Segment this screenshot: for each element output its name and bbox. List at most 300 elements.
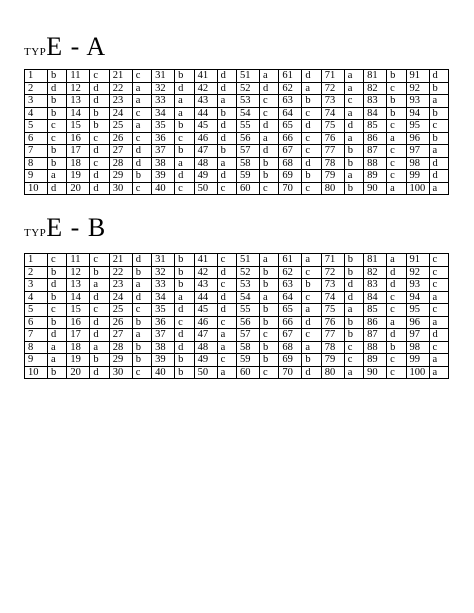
answer-cell: d [175, 82, 194, 95]
answer-cell: d [90, 95, 109, 108]
question-number-cell: 94 [406, 107, 429, 120]
question-number-cell: 91 [406, 70, 429, 83]
answer-cell: c [48, 254, 67, 267]
question-number-cell: 32 [152, 266, 175, 279]
answer-cell: b [259, 279, 278, 292]
question-number-cell: 70 [279, 182, 302, 195]
question-number-cell: 85 [364, 304, 387, 317]
question-number-cell: 3 [25, 279, 48, 292]
answer-cell: a [217, 95, 236, 108]
question-number-cell: 4 [25, 291, 48, 304]
answer-cell: b [302, 95, 321, 108]
question-number-cell: 40 [152, 182, 175, 195]
answer-cell: a [429, 354, 448, 367]
answer-cell: d [429, 170, 448, 183]
answer-cell: d [90, 82, 109, 95]
question-number-cell: 65 [279, 304, 302, 317]
question-number-cell: 1 [25, 70, 48, 83]
answer-cell: a [344, 132, 363, 145]
question-number-cell: 34 [152, 291, 175, 304]
question-number-cell: 91 [406, 254, 429, 267]
answer-cell: b [175, 366, 194, 379]
answer-cell: c [429, 304, 448, 317]
question-number-cell: 20 [67, 182, 90, 195]
answer-cell: b [48, 145, 67, 158]
question-number-cell: 16 [67, 316, 90, 329]
question-number-cell: 13 [67, 95, 90, 108]
question-number-cell: 74 [321, 107, 344, 120]
table-row [25, 95, 449, 108]
question-number-cell: 27 [109, 329, 132, 342]
answer-cell: b [344, 182, 363, 195]
answer-cell: b [48, 95, 67, 108]
question-number-cell: 87 [364, 145, 387, 158]
question-number-cell: 75 [321, 120, 344, 133]
question-number-cell: 95 [406, 304, 429, 317]
question-number-cell: 27 [109, 145, 132, 158]
question-number-cell: 14 [67, 291, 90, 304]
answer-cell: c [429, 254, 448, 267]
question-number-cell: 89 [364, 170, 387, 183]
question-number-cell: 80 [321, 366, 344, 379]
question-number-cell: 90 [364, 182, 387, 195]
answer-cell: b [344, 254, 363, 267]
answer-cell: d [302, 157, 321, 170]
type-b-heading [24, 215, 106, 241]
table-row [25, 279, 449, 292]
answer-cell: c [132, 366, 151, 379]
question-number-cell: 86 [364, 132, 387, 145]
question-number-cell: 23 [109, 279, 132, 292]
question-number-cell: 64 [279, 107, 302, 120]
type-a-heading-main: E - A [46, 32, 107, 61]
question-number-cell: 76 [321, 316, 344, 329]
answer-cell: b [344, 157, 363, 170]
question-number-cell: 24 [109, 107, 132, 120]
answer-cell: a [344, 304, 363, 317]
question-number-cell: 2 [25, 266, 48, 279]
type-b-heading-main: E - B [46, 213, 107, 242]
question-number-cell: 34 [152, 107, 175, 120]
question-number-cell: 64 [279, 291, 302, 304]
answer-cell: a [132, 95, 151, 108]
answer-cell: b [302, 354, 321, 367]
answer-cell: a [259, 254, 278, 267]
answer-cell: d [259, 82, 278, 95]
answer-cell: c [132, 70, 151, 83]
answer-cell: c [90, 132, 109, 145]
answer-cell: c [344, 95, 363, 108]
question-number-cell: 17 [67, 329, 90, 342]
answer-cell: d [429, 329, 448, 342]
answer-cell: c [429, 120, 448, 133]
question-number-cell: 4 [25, 107, 48, 120]
question-number-cell: 98 [406, 341, 429, 354]
answer-cell: a [387, 182, 406, 195]
question-number-cell: 57 [236, 145, 259, 158]
answer-cell: b [302, 279, 321, 292]
question-number-cell: 55 [236, 120, 259, 133]
question-number-cell: 99 [406, 170, 429, 183]
question-number-cell: 8 [25, 341, 48, 354]
answer-cell: b [259, 266, 278, 279]
answer-cell: c [387, 304, 406, 317]
question-number-cell: 88 [364, 157, 387, 170]
question-number-cell: 61 [279, 70, 302, 83]
answer-cell: b [48, 366, 67, 379]
answer-cell: c [387, 82, 406, 95]
question-number-cell: 51 [236, 254, 259, 267]
answer-cell: c [217, 354, 236, 367]
answer-cell: b [175, 354, 194, 367]
question-number-cell: 44 [194, 291, 217, 304]
question-number-cell: 21 [109, 254, 132, 267]
question-number-cell: 69 [279, 354, 302, 367]
answer-cell: d [344, 291, 363, 304]
question-number-cell: 43 [194, 95, 217, 108]
question-number-cell: 65 [279, 120, 302, 133]
question-number-cell: 87 [364, 329, 387, 342]
table-row [25, 132, 449, 145]
question-number-cell: 7 [25, 145, 48, 158]
question-number-cell: 59 [236, 170, 259, 183]
question-number-cell: 56 [236, 316, 259, 329]
answer-cell: a [302, 341, 321, 354]
question-number-cell: 82 [364, 266, 387, 279]
answer-cell: a [48, 170, 67, 183]
answer-cell: c [48, 120, 67, 133]
question-number-cell: 47 [194, 329, 217, 342]
answer-cell: d [387, 279, 406, 292]
question-number-cell: 96 [406, 132, 429, 145]
answer-cell: a [344, 82, 363, 95]
answer-cell: d [217, 266, 236, 279]
question-number-cell: 11 [67, 70, 90, 83]
answer-cell: d [90, 329, 109, 342]
question-number-cell: 93 [406, 95, 429, 108]
question-number-cell: 59 [236, 354, 259, 367]
answer-cell: b [175, 279, 194, 292]
answer-cell: c [175, 182, 194, 195]
answer-cell: a [259, 70, 278, 83]
question-number-cell: 29 [109, 354, 132, 367]
answer-cell: a [387, 254, 406, 267]
question-number-cell: 57 [236, 329, 259, 342]
question-number-cell: 97 [406, 329, 429, 342]
question-number-cell: 90 [364, 366, 387, 379]
answer-cell: a [302, 304, 321, 317]
question-number-cell: 100 [406, 366, 429, 379]
table-row [25, 329, 449, 342]
answer-cell: a [344, 107, 363, 120]
question-number-cell: 67 [279, 329, 302, 342]
answer-cell: d [344, 120, 363, 133]
question-number-cell: 35 [152, 304, 175, 317]
answer-cell: d [175, 170, 194, 183]
answer-cell: b [259, 157, 278, 170]
question-number-cell: 40 [152, 366, 175, 379]
answer-cell: b [132, 316, 151, 329]
answer-cell: b [344, 266, 363, 279]
question-number-cell: 70 [279, 366, 302, 379]
answer-cell: d [132, 254, 151, 267]
question-number-cell: 66 [279, 316, 302, 329]
answer-cell: c [217, 316, 236, 329]
question-number-cell: 62 [279, 266, 302, 279]
answer-cell: d [429, 157, 448, 170]
question-number-cell: 22 [109, 82, 132, 95]
question-number-cell: 9 [25, 354, 48, 367]
answer-cell: d [90, 291, 109, 304]
answer-cell: c [302, 132, 321, 145]
answer-cell: c [48, 304, 67, 317]
question-number-cell: 41 [194, 70, 217, 83]
answer-cell: d [387, 329, 406, 342]
question-number-cell: 18 [67, 341, 90, 354]
answer-cell: c [302, 266, 321, 279]
question-number-cell: 36 [152, 132, 175, 145]
answer-cell: b [48, 266, 67, 279]
answer-cell: b [217, 107, 236, 120]
question-number-cell: 46 [194, 132, 217, 145]
answer-cell: c [429, 279, 448, 292]
answer-cell: c [387, 291, 406, 304]
answer-cell: c [132, 304, 151, 317]
question-number-cell: 16 [67, 132, 90, 145]
answer-cell: c [387, 170, 406, 183]
answer-cell: a [429, 366, 448, 379]
question-number-cell: 93 [406, 279, 429, 292]
question-number-cell: 84 [364, 291, 387, 304]
answer-cell: d [90, 182, 109, 195]
answer-cell: d [302, 120, 321, 133]
answer-cell: c [259, 95, 278, 108]
answer-cell: c [217, 182, 236, 195]
answer-cell: b [217, 145, 236, 158]
question-number-cell: 83 [364, 279, 387, 292]
question-number-cell: 9 [25, 170, 48, 183]
question-number-cell: 77 [321, 329, 344, 342]
answer-cell: c [175, 316, 194, 329]
question-number-cell: 58 [236, 341, 259, 354]
answer-cell: b [259, 354, 278, 367]
table-row [25, 316, 449, 329]
question-number-cell: 38 [152, 341, 175, 354]
answer-cell: d [217, 82, 236, 95]
question-number-cell: 41 [194, 254, 217, 267]
question-number-cell: 96 [406, 316, 429, 329]
answer-cell: a [217, 366, 236, 379]
answer-cell: c [387, 145, 406, 158]
question-number-cell: 61 [279, 254, 302, 267]
answer-cell: d [90, 316, 109, 329]
table-row [25, 170, 449, 183]
question-number-cell: 50 [194, 182, 217, 195]
question-number-cell: 39 [152, 354, 175, 367]
answer-cell: b [387, 107, 406, 120]
answer-cell: d [48, 82, 67, 95]
answer-cell: a [429, 291, 448, 304]
answer-cell: b [48, 291, 67, 304]
question-number-cell: 100 [406, 182, 429, 195]
answer-cell: c [90, 157, 109, 170]
answer-cell: b [90, 354, 109, 367]
question-number-cell: 63 [279, 279, 302, 292]
question-number-cell: 54 [236, 291, 259, 304]
answer-cell: d [259, 120, 278, 133]
question-number-cell: 33 [152, 95, 175, 108]
answer-cell: c [217, 279, 236, 292]
question-number-cell: 15 [67, 120, 90, 133]
answer-cell: c [344, 354, 363, 367]
question-number-cell: 48 [194, 157, 217, 170]
question-number-cell: 13 [67, 279, 90, 292]
answer-cell: d [132, 145, 151, 158]
question-number-cell: 18 [67, 157, 90, 170]
question-number-cell: 54 [236, 107, 259, 120]
answer-cell: d [217, 120, 236, 133]
answer-cell: a [217, 341, 236, 354]
answer-cell: b [259, 304, 278, 317]
question-number-cell: 8 [25, 157, 48, 170]
question-number-cell: 26 [109, 132, 132, 145]
question-number-cell: 62 [279, 82, 302, 95]
question-number-cell: 78 [321, 341, 344, 354]
question-number-cell: 24 [109, 291, 132, 304]
question-number-cell: 53 [236, 279, 259, 292]
question-number-cell: 71 [321, 70, 344, 83]
answer-cell: c [387, 157, 406, 170]
answer-key-table-type-a [24, 69, 449, 195]
question-number-cell: 82 [364, 82, 387, 95]
question-number-cell: 63 [279, 95, 302, 108]
question-number-cell: 79 [321, 354, 344, 367]
question-number-cell: 72 [321, 266, 344, 279]
question-number-cell: 52 [236, 266, 259, 279]
table-row [25, 291, 449, 304]
type-b-heading-prefix: TYP [24, 227, 47, 239]
question-number-cell: 44 [194, 107, 217, 120]
answer-cell: a [344, 366, 363, 379]
table-row [25, 304, 449, 317]
answer-cell: c [429, 266, 448, 279]
answer-cell: d [302, 316, 321, 329]
answer-cell: c [132, 132, 151, 145]
question-number-cell: 29 [109, 170, 132, 183]
answer-cell: b [175, 145, 194, 158]
question-number-cell: 22 [109, 266, 132, 279]
answer-cell: b [175, 70, 194, 83]
answer-cell: a [48, 354, 67, 367]
answer-cell: b [132, 341, 151, 354]
question-number-cell: 88 [364, 341, 387, 354]
type-a-heading [24, 34, 106, 60]
answer-cell: b [48, 70, 67, 83]
question-number-cell: 68 [279, 341, 302, 354]
question-number-cell: 3 [25, 95, 48, 108]
answer-cell: c [259, 182, 278, 195]
question-number-cell: 74 [321, 291, 344, 304]
question-number-cell: 68 [279, 157, 302, 170]
answer-cell: d [48, 279, 67, 292]
question-number-cell: 30 [109, 182, 132, 195]
question-number-cell: 30 [109, 366, 132, 379]
question-number-cell: 53 [236, 95, 259, 108]
answer-cell: c [302, 329, 321, 342]
table-row [25, 120, 449, 133]
question-number-cell: 73 [321, 279, 344, 292]
question-number-cell: 19 [67, 354, 90, 367]
question-number-cell: 94 [406, 291, 429, 304]
question-number-cell: 72 [321, 82, 344, 95]
question-number-cell: 55 [236, 304, 259, 317]
answer-cell: b [90, 266, 109, 279]
question-number-cell: 28 [109, 157, 132, 170]
answer-cell: b [90, 107, 109, 120]
question-number-cell: 73 [321, 95, 344, 108]
question-number-cell: 21 [109, 70, 132, 83]
question-number-cell: 95 [406, 120, 429, 133]
question-number-cell: 79 [321, 170, 344, 183]
answer-cell: d [217, 170, 236, 183]
question-number-cell: 37 [152, 145, 175, 158]
question-number-cell: 86 [364, 316, 387, 329]
answer-cell: d [302, 70, 321, 83]
table-row [25, 354, 449, 367]
answer-cell: a [429, 316, 448, 329]
question-number-cell: 66 [279, 132, 302, 145]
answer-cell: a [90, 341, 109, 354]
answer-cell: a [132, 120, 151, 133]
question-number-cell: 33 [152, 279, 175, 292]
question-number-cell: 77 [321, 145, 344, 158]
question-number-cell: 69 [279, 170, 302, 183]
question-number-cell: 25 [109, 120, 132, 133]
question-number-cell: 32 [152, 82, 175, 95]
answer-cell: a [344, 70, 363, 83]
question-number-cell: 56 [236, 132, 259, 145]
answer-cell: b [175, 266, 194, 279]
question-number-cell: 89 [364, 354, 387, 367]
question-number-cell: 35 [152, 120, 175, 133]
question-number-cell: 5 [25, 120, 48, 133]
question-number-cell: 60 [236, 182, 259, 195]
answer-cell: c [132, 107, 151, 120]
answer-cell: c [387, 354, 406, 367]
answer-cell: c [217, 254, 236, 267]
answer-cell: a [48, 341, 67, 354]
answer-cell: a [387, 132, 406, 145]
table-row [25, 366, 449, 379]
answer-cell: d [90, 145, 109, 158]
answer-cell: d [175, 304, 194, 317]
question-number-cell: 49 [194, 354, 217, 367]
question-number-cell: 28 [109, 341, 132, 354]
answer-cell: d [175, 329, 194, 342]
answer-cell: c [429, 341, 448, 354]
question-number-cell: 60 [236, 366, 259, 379]
question-number-cell: 75 [321, 304, 344, 317]
answer-cell: a [344, 170, 363, 183]
answer-cell: a [175, 157, 194, 170]
question-number-cell: 10 [25, 182, 48, 195]
answer-cell: c [387, 120, 406, 133]
question-number-cell: 99 [406, 354, 429, 367]
answer-cell: d [217, 70, 236, 83]
answer-cell: d [90, 366, 109, 379]
answer-cell: b [132, 354, 151, 367]
answer-cell: b [429, 132, 448, 145]
